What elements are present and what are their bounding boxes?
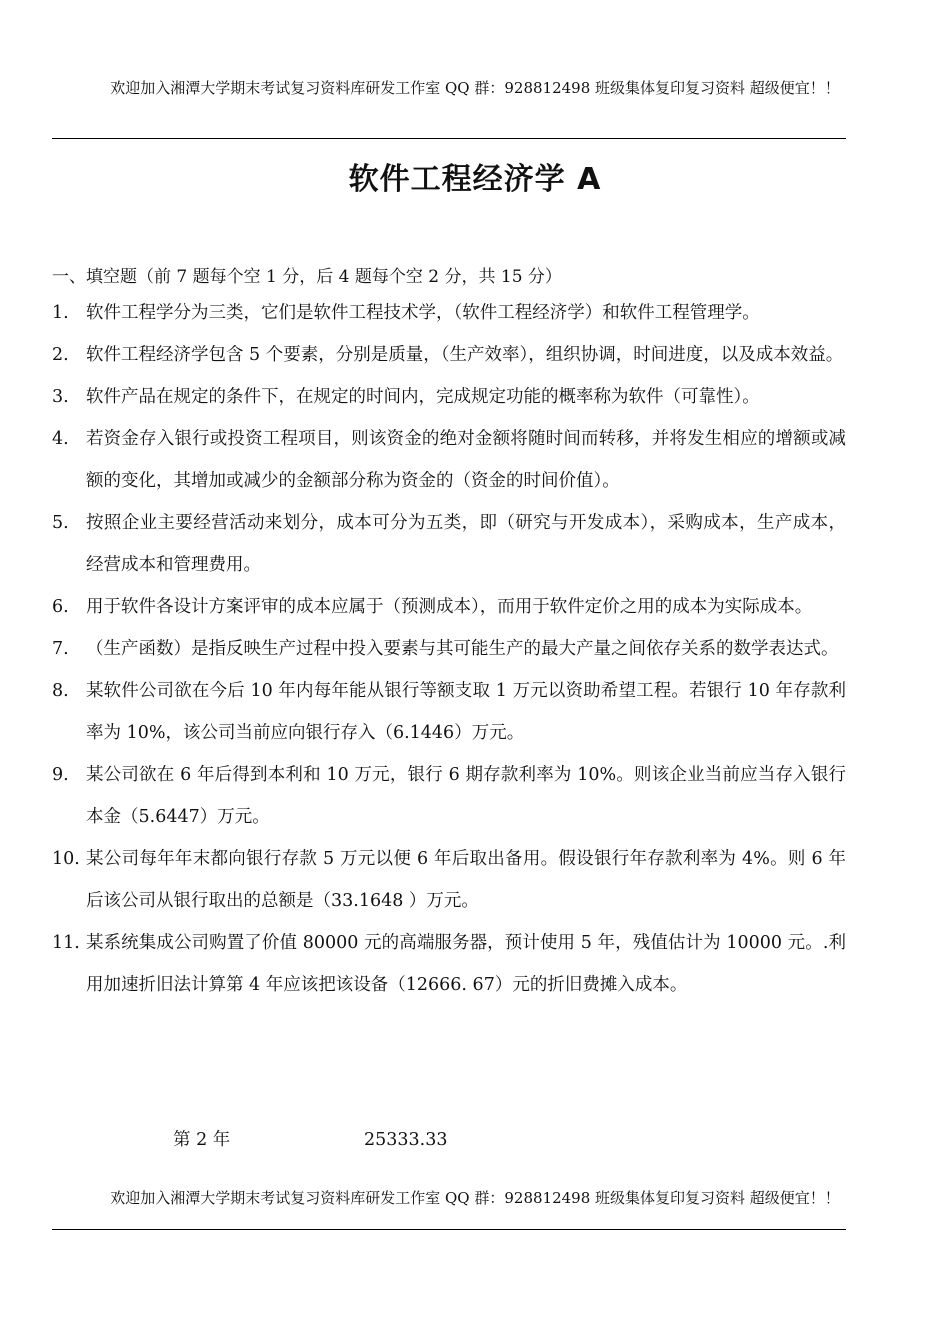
footer-divider (52, 1229, 846, 1230)
header-divider (52, 138, 846, 139)
question-2 (52, 334, 846, 376)
question-11 (52, 922, 846, 1006)
question-number: 3. (52, 387, 69, 407)
question-text: 软件产品在规定的条件下，在规定的时间内，完成规定功能的概率称为软件（可靠性）。 (86, 387, 760, 407)
question-number: 7. (52, 639, 69, 659)
question-number: 6. (52, 597, 69, 617)
page-footer-text: 欢迎加入湘潭大学期末考试复习资料库研发工作室 QQ 群：928812498 班级集体复印复习资料 超级便宜！！ (110, 1189, 840, 1207)
question-list (52, 292, 846, 1006)
question-1 (52, 292, 846, 334)
question-4 (52, 418, 846, 502)
page-header-text: 欢迎加入湘潭大学期末考试复习资料库研发工作室 QQ 群：928812498 班级集体复印复习资料 超级便宜！！ (110, 79, 840, 97)
question-5 (52, 502, 846, 586)
question-6 (52, 586, 846, 628)
question-3 (52, 376, 846, 418)
question-text: （生产函数）是指反映生产过程中投入要素与其可能生产的最大产量之间依存关系的数学表达式。 (86, 639, 839, 659)
question-text: 软件工程学分为三类，它们是软件工程技术学，（软件工程经济学）和软件工程管理学。 (86, 303, 760, 323)
question-8 (52, 670, 846, 754)
question-number: 11. (52, 933, 80, 953)
question-text: 某软件公司欲在今后 10 年内每年能从银行等额支取 1 万元以资助希望工程。若银行 10 年存款利率为 10%，该公司当前应向银行存入（6.1446）万元。 (86, 681, 846, 743)
question-text: 按照企业主要经营活动来划分，成本可分为五类，即（研究与开发成本），采购成本，生产成本，经营成本和管理费用。 (86, 513, 846, 575)
question-10 (52, 838, 846, 922)
question-7 (52, 628, 846, 670)
note-year-label: 第 2 年 (173, 1130, 231, 1150)
question-number: 4. (52, 429, 69, 449)
question-number: 8. (52, 681, 69, 701)
note-amount: 25333.33 (364, 1130, 448, 1150)
question-number: 5. (52, 513, 69, 533)
question-text: 某公司欲在 6 年后得到本利和 10 万元，银行 6 期存款利率为 10%。则该企业当前应当存入银行本金（5.6447）万元。 (86, 765, 846, 827)
question-number: 10. (52, 849, 80, 869)
question-number: 9. (52, 765, 69, 785)
document-title: 软件工程经济学 A (348, 162, 602, 197)
section-heading: 一、填空题（前 7 题每个空 1 分，后 4 题每个空 2 分，共 15 分） (52, 267, 562, 287)
question-text: 若资金存入银行或投资工程项目，则该资金的绝对金额将随时间而转移，并将发生相应的增额或减额的变化，其增加或减少的金额部分称为资金的（资金的时间价值）。 (86, 429, 846, 491)
question-text: 用于软件各设计方案评审的成本应属于（预测成本），而用于软件定价之用的成本为实际成本。 (86, 597, 813, 617)
question-text: 某公司每年年末都向银行存款 5 万元以便 6 年后取出备用。假设银行年存款利率为 4%。则 6 年后该公司从银行取出的总额是（33.1648 ）万元。 (86, 849, 846, 911)
question-9 (52, 754, 846, 838)
question-text: 软件工程经济学包含 5 个要素，分别是质量，（生产效率），组织协调，时间进度，以及成本效益。 (86, 345, 844, 365)
question-number: 2. (52, 345, 69, 365)
question-text: 某系统集成公司购置了价值 80000 元的高端服务器，预计使用 5 年，残值估计为 10000 元。.利用加速折旧法计算第 4 年应该把该设备（12666. 67）元的折旧费摊入成本。 (86, 933, 846, 995)
question-number: 1. (52, 303, 69, 323)
